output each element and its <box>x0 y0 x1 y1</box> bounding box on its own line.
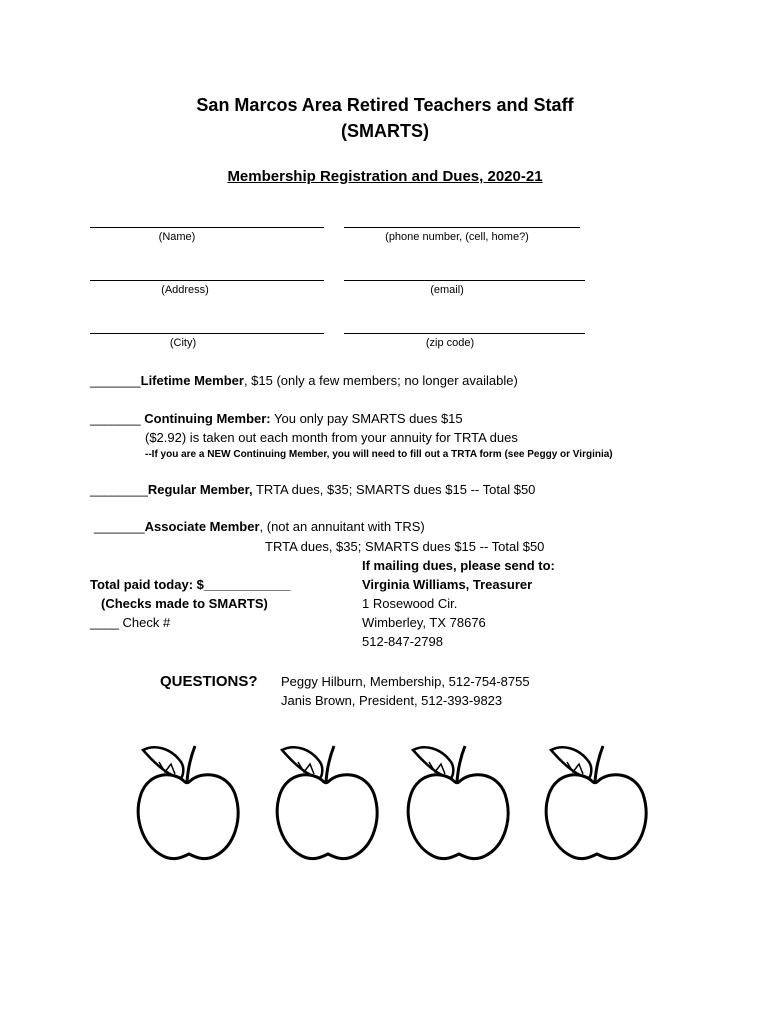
apple-icon <box>272 742 384 864</box>
continuing-member-option <box>90 411 463 426</box>
address-field-label: (Address) <box>161 284 209 296</box>
regular-member-text: TRTA dues, $35; SMARTS dues $15 -- Total $50 <box>252 482 536 497</box>
mailing-street: 1 Rosewood Cir. <box>362 596 458 611</box>
treasurer-name: Virginia Williams, Treasurer <box>362 577 533 592</box>
email-field-label: (email) <box>430 284 464 296</box>
page-title: San Marcos Area Retired Teachers and Staff <box>196 95 574 115</box>
email-field-line[interactable] <box>344 280 585 281</box>
form-subtitle: Membership Registration and Dues, 2020-21 <box>227 168 543 185</box>
name-field-label: (Name) <box>158 231 196 243</box>
page-title-acronym: (SMARTS) <box>341 121 429 141</box>
continuing-member-text: You only pay SMARTS dues $15 <box>270 411 463 426</box>
questions-heading: QUESTIONS? <box>160 673 258 690</box>
zip-field-label: (zip code) <box>425 337 475 349</box>
continuing-member-note: --If you are a NEW Continuing Member, you will need to fill out a TRTA form (see Peggy or Virginia) <box>145 449 613 460</box>
continuing-blank[interactable]: _______ <box>90 411 141 426</box>
city-field-label: (City) <box>169 337 197 349</box>
phone-field-line[interactable] <box>344 227 580 228</box>
name-field-line[interactable] <box>90 227 324 228</box>
mailing-heading: If mailing dues, please send to: <box>362 558 555 573</box>
lifetime-blank[interactable]: _______ <box>90 373 141 388</box>
associate-member-option <box>94 519 425 534</box>
lifetime-member-option <box>90 373 518 388</box>
associate-member-text: , (not an annuitant with TRS) <box>259 519 425 534</box>
address-field-line[interactable] <box>90 280 324 281</box>
check-number-field[interactable]: ____ Check # <box>90 615 171 630</box>
lifetime-member-text: , $15 (only a few members; no longer available) <box>243 373 518 388</box>
checks-payable-label: (Checks made to SMARTS) <box>101 596 268 611</box>
contact-president: Janis Brown, President, 512-393-9823 <box>281 693 503 708</box>
city-field-line[interactable] <box>90 333 324 334</box>
associate-member-text-2: TRTA dues, $35; SMARTS dues $15 -- Total $50 <box>265 539 545 554</box>
associate-member-label: Associate Member <box>144 519 260 534</box>
phone-field-label: (phone number, (cell, home?) <box>385 231 529 243</box>
zip-field-line[interactable] <box>344 333 585 334</box>
regular-blank[interactable]: ________ <box>90 482 148 497</box>
total-paid-label[interactable]: Total paid today: $____________ <box>90 577 291 592</box>
apple-icon <box>133 742 245 864</box>
continuing-member-text-2: ($2.92) is taken out each month from your annuity for TRTA dues <box>145 430 518 445</box>
mailing-city: Wimberley, TX 78676 <box>362 615 486 630</box>
mailing-phone: 512-847-2798 <box>362 634 443 649</box>
lifetime-member-label: Lifetime Member <box>140 373 244 388</box>
associate-blank[interactable]: _______ <box>94 519 145 534</box>
contact-membership: Peggy Hilburn, Membership, 512-754-8755 <box>281 674 530 689</box>
apple-icon <box>403 742 515 864</box>
regular-member-label: Regular Member, <box>147 482 253 497</box>
continuing-member-label: Continuing Member: <box>144 411 271 426</box>
apple-icon <box>541 742 653 864</box>
regular-member-option <box>90 482 535 497</box>
